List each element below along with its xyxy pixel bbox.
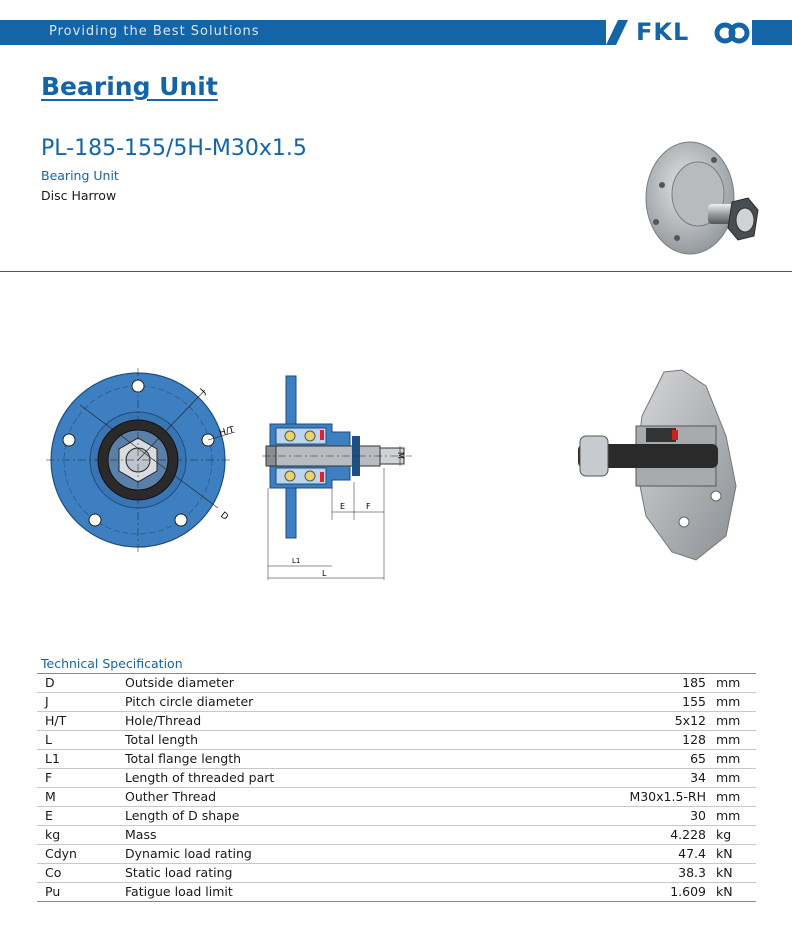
spec-unit: mm [712, 674, 756, 693]
spec-symbol: J [37, 693, 117, 712]
spec-unit: mm [712, 731, 756, 750]
spec-symbol: F [37, 769, 117, 788]
spec-name: Total flange length [117, 750, 485, 769]
table-row [37, 826, 756, 845]
spec-symbol: D [37, 674, 117, 693]
spec-value: 30 [485, 807, 712, 826]
label-j: J [199, 387, 208, 397]
table-row [37, 769, 756, 788]
spec-symbol: kg [37, 826, 117, 845]
spec-value: 1.609 [485, 883, 712, 902]
table-row [37, 750, 756, 769]
spec-value: 38.3 [485, 864, 712, 883]
spec-value: 65 [485, 750, 712, 769]
seal-red [320, 430, 324, 440]
cutaway-render [576, 366, 756, 566]
spec-name: Mass [117, 826, 485, 845]
spec-name: Outside diameter [117, 674, 485, 693]
label-f: F [366, 502, 371, 511]
seal-red [320, 472, 324, 482]
cutaway-seal-red [672, 430, 678, 440]
flange-web-top [286, 376, 296, 424]
label-m: M [396, 452, 405, 459]
part-number: PL-185-155/5H-M30x1.5 [41, 136, 307, 161]
spec-unit: kN [712, 864, 756, 883]
spec-name: Total length [117, 731, 485, 750]
spec-value: M30x1.5-RH [485, 788, 712, 807]
spec-unit: kg [712, 826, 756, 845]
spec-name: Length of threaded part [117, 769, 485, 788]
spec-value: 47.4 [485, 845, 712, 864]
spec-name: Fatigue load limit [117, 883, 485, 902]
table-row [37, 845, 756, 864]
spec-unit: mm [712, 788, 756, 807]
product-photo [632, 140, 772, 270]
ball [285, 471, 295, 481]
spec-name: Hole/Thread [117, 712, 485, 731]
cutaway-seal [646, 428, 676, 442]
bolt-hole [89, 514, 101, 526]
spec-symbol: L1 [37, 750, 117, 769]
table-row [37, 807, 756, 826]
bolt-hole [175, 514, 187, 526]
flange-web-bottom [286, 488, 296, 538]
label-l1: L1 [292, 557, 301, 565]
bolt-hole [132, 380, 144, 392]
ball [285, 431, 295, 441]
photo-nut-face [736, 208, 754, 232]
spec-symbol: Co [37, 864, 117, 883]
spec-symbol: Cdyn [37, 845, 117, 864]
divider [0, 271, 792, 272]
spec-unit: mm [712, 807, 756, 826]
spec-value: 185 [485, 674, 712, 693]
bearing-bottom [276, 468, 326, 484]
spec-name: Dynamic load rating [117, 845, 485, 864]
logo-bar-right [752, 20, 792, 45]
logo-slash [606, 20, 628, 45]
bolt-hole [63, 434, 75, 446]
table-row [37, 864, 756, 883]
page-title: Bearing Unit [41, 72, 218, 101]
photo-hole [653, 219, 659, 225]
spec-value: 128 [485, 731, 712, 750]
photo-hole [674, 235, 680, 241]
ball [305, 431, 315, 441]
spec-symbol: L [37, 731, 117, 750]
spec-symbol: Pu [37, 883, 117, 902]
label-l: L [322, 569, 327, 578]
spec-value: 4.228 [485, 826, 712, 845]
spec-title: Technical Specification [41, 656, 183, 671]
spec-name: Pitch circle diameter [117, 693, 485, 712]
spec-unit: mm [712, 750, 756, 769]
cutaway-hole [711, 491, 721, 501]
cutaway-hole [679, 517, 689, 527]
logo-text: FKL [636, 18, 690, 46]
side-view-drawing [262, 370, 422, 590]
spec-name: Outher Thread [117, 788, 485, 807]
ball [305, 471, 315, 481]
spec-unit: kN [712, 883, 756, 902]
label-d: D [218, 510, 230, 523]
spec-name: Static load rating [117, 864, 485, 883]
label-e: E [340, 502, 346, 511]
table-row [37, 788, 756, 807]
label-ht: H/T [218, 425, 236, 439]
spec-value: 155 [485, 693, 712, 712]
bearing-top [276, 428, 326, 444]
table-row [37, 731, 756, 750]
table-row [37, 674, 756, 693]
spec-symbol: E [37, 807, 117, 826]
spec-unit: mm [712, 769, 756, 788]
table-row [37, 883, 756, 902]
table-row [37, 693, 756, 712]
spec-value: 5x12 [485, 712, 712, 731]
spec-name: Length of D shape [117, 807, 485, 826]
photo-hole [659, 182, 665, 188]
spec-unit: kN [712, 845, 756, 864]
cutaway-nut [580, 436, 608, 476]
spec-symbol: M [37, 788, 117, 807]
spec-value: 34 [485, 769, 712, 788]
spec-symbol: H/T [37, 712, 117, 731]
spec-unit: mm [712, 712, 756, 731]
spec-unit: mm [712, 693, 756, 712]
photo-hole [711, 157, 717, 163]
tagline: Providing the Best Solutions [49, 24, 260, 39]
table-row [37, 712, 756, 731]
logo-ring-b [731, 25, 747, 41]
spec-table [37, 673, 756, 902]
product-type: Bearing Unit [41, 168, 119, 183]
front-view-drawing [40, 360, 240, 560]
application: Disc Harrow [41, 188, 117, 203]
